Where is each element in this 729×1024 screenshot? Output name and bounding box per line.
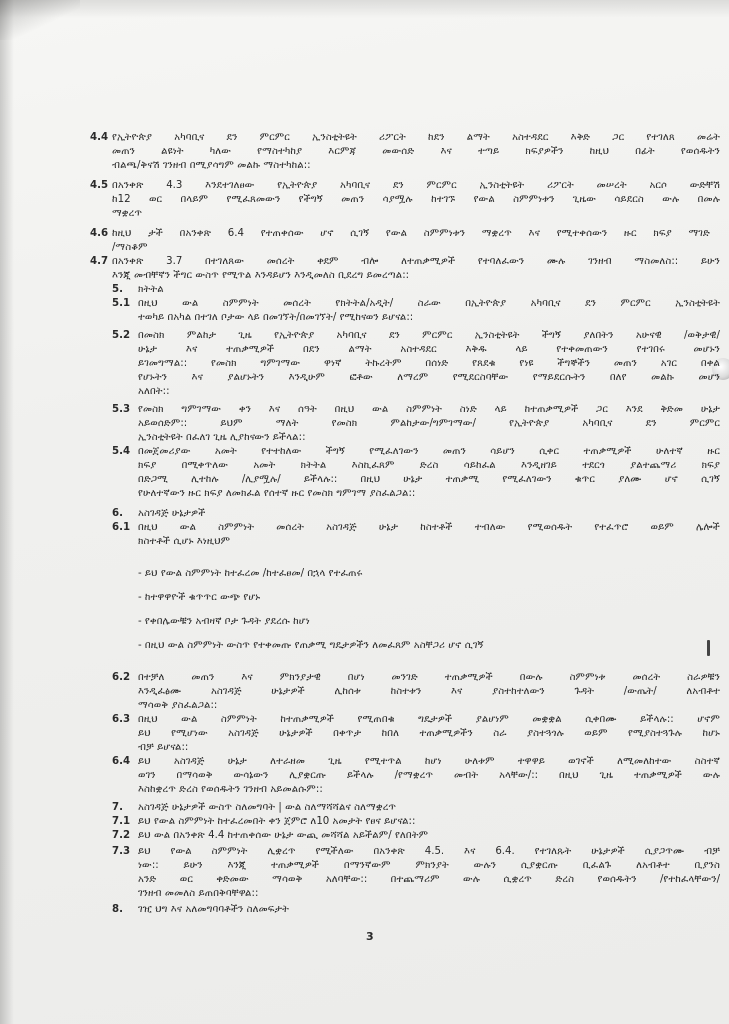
paragraph-line: በአንቀጽ 4.3 እንደተገለፀው የኢትዮጵያ አካባቢና ደን ምርምር ኢንስቲትዩት ሪፖርት መሠረት አርሶ ውድቸሽ — [112, 180, 720, 191]
paragraph-line: ከ12 ወር በላይም የሚፈጸመውን የችግኝ መጠን ሳያሟሉ ከተገኙ የውል ስምምነቱን ጊዜው ሳይደርስ ውሉ በመሉ — [112, 194, 720, 205]
paragraph-line: በዚህ ውል ስምምነት መሰረት አስገዳጅ ሁኔታ ከስተቶች ተብለው የሚወሰዱት የተፈጥሮ ወይም ሌሎች — [138, 522, 720, 533]
paragraph-line: ክትትል — [138, 284, 164, 295]
paragraph-line: የሆኑትን እና ያልሆኑትን እንዲሁም ፎቶው ለማረም የሚደርስባቸው የማይደርሱትን በለየ መልኩ መሆን — [138, 372, 720, 383]
paragraph-line: መጠን ልዩነት ካለው የማስተካከያ እርምጃ መውሰድ እና ተጣይ ክፍያዎችን ከዚህ በፊት የወሰዱትን — [112, 146, 720, 157]
paragraph-line: አለበት:: — [138, 386, 170, 397]
paragraph-line: አንድ ወር ቀድመው ማሳወቅ አለባቸው:: በተጨማሪም ውሉ ሲቋረጥ ድረስ የወሰዱትን /የተከፈላቸውን/ — [138, 874, 720, 885]
section-number: 7.1 — [112, 816, 131, 827]
paragraph-line: በዚህ ውል ስምምነት መሰረት የክትትል/አዲት/ ስራው በኢትዮጵያ አካባቢና ደን ምርምር ኢንስቲትዩት — [138, 298, 720, 309]
section-number: 4.6 — [90, 228, 109, 239]
paragraph-line: ይገመግማል:: የመስክ ግምገማው ዋነኛ ትኩረትም በሰነድ የጸደቁ የነዩ ችግኞችን መጠን አገር በቀል — [138, 358, 720, 369]
paragraph-line: የኢትዮጵያ አካባቢና ደን ምርምር ኢንስቲትዩት ሪፖርት ከደን ልማት አስተዳደር እቅድ ጋር የተገለጸ መሬት — [112, 132, 720, 143]
paragraph-line: ነው:: ይሁን እንጂ ተጠቃሚዎች በማንኛውም ምክንያት ውሉን ሲያቋርጡ ቢፈልጉ ለአብቶተ ቢያንስ — [138, 860, 720, 871]
paragraph-line: ማሳወቅ ያስፈልጋል:: — [138, 700, 218, 711]
paragraph-line: ክፍያ በሚቀጥለው አመት ክትትል እስኪፈጸም ድረስ ሳይከፈል እንዲዘገይ ተደርጎ ያልተጨማሪ ክፍያ — [138, 460, 720, 471]
paragraph-line: እስከቋረጥ ድረስ የወሰዱትን ገንዘብ አይመልሱም:: — [138, 784, 323, 795]
section-number: 5.1 — [112, 298, 131, 309]
page-shadow-top — [0, 0, 729, 18]
section-number: 8. — [112, 904, 123, 915]
paragraph-line: - ይህ የውል ስምምነት ከተፈረመ /ከተፈፀመ/ በኋላ የተፈጠሩ — [138, 568, 363, 579]
paragraph-line: በዚህ ውል ስምምነት ከተጠቃሚዎች የሚጠበቁ ግዴታዎች ያልሆነም መቋቋል ሲቀበሙ ይችላሉ:: ሆኖም — [138, 714, 720, 725]
paragraph-line: - ከተዋዋዮች ቁጥጥር ውጭ የሆኑ — [138, 592, 261, 603]
section-number: 7.2 — [112, 830, 131, 841]
paragraph-line: በመስክ ምልከታ ጊዜ የኢትዮጵያ አካባቢና ደን ምርምር ኢንስቲትዩት ችግኝ ያለበትን አሁናዊ /ወቅታዊ/ — [138, 330, 720, 341]
folded-corner — [0, 0, 80, 40]
paragraph-line: የሁለተኛውን ዙር ክፍያ ለመክፈል የሰተኛ ዙር የመስክ ግምገማ ያስፈልጋል:: — [138, 488, 416, 499]
paragraph-line: ይህ የውል ስምምነት ሊቋረጥ የሚችለው በአንቀጽ 4.5. እና 6.4. የተገለጹት ሁኔታዎች ሲያጋጥሙ ብቻ — [138, 846, 720, 857]
page-number: 3 — [366, 930, 374, 943]
paragraph-line: ይህ የውል ስምምነት ከተፈረመበት ቀን ጀምሮ ለ10 አመታት የፀና ይሆናል:: — [138, 816, 416, 827]
paragraph-line: በአንቀጽ 3.7 በተገለጸው መሰረት ቀደም ብሎ ለተጠቃሚዎች የተባለፈውን ሙሉ ገንዘብ ማስመለስ:: ይሁን — [112, 256, 720, 267]
paragraph-line: ብቻ ይሆናል:: — [138, 742, 189, 753]
paragraph-line: ሁኔታ እና ተጠቃሚዎች በደን ልማት አስተዳደር እቅዱ ላይ የተቀመጠውን የተገበሩ መሆኑን — [138, 344, 720, 355]
section-number: 4.7 — [90, 256, 109, 267]
section-number: 4.5 — [90, 180, 109, 191]
paragraph-line: በድጋሚ ሊተከሉ /ሊያሟሉ/ ይችላሉ:: በዚህ ሁኔታ ተጠቃሚ የሚፈለገውን ቁጥር ያለሙ ሆኖ ሲገኝ — [138, 474, 720, 485]
paragraph-line: የመስክ ግምገማው ቀን እና ሰዓት በዚህ ውል ስምምነት ስነድ ላይ ከተጠቃሚዎች ጋር እንደ ቅድመ ሁኔታ — [138, 404, 720, 415]
paragraph-line: በተቻለ መጠን እና ምክንያታዊ በሆነ መንገድ ተጠቃሚዎች በውሉ ስምምነቱ መሰረት ስራዎቹን — [138, 672, 720, 683]
section-number: 6.1 — [112, 522, 131, 533]
paragraph-line: አስገዳጅ ሁኔታዎች ውስጥ ስለመግባት | ውል ስለማሻሻልና ስለማቋረጥ — [138, 802, 397, 813]
paragraph-line: በመጀመሪያው አመት የተተከለው ችግኝ የሚፈለገውን መጠን ሳይሆን ሲቀር ተጠቃሚዎች ሁለተኛ ዙር — [138, 446, 720, 457]
paragraph-line: ክስተቶች ሲሆኑ እነዚህም — [138, 536, 231, 547]
section-number: 6.3 — [112, 714, 131, 725]
paragraph-line: ማቋረጥ — [112, 208, 143, 219]
paragraph-line: ይህ ውል በአንቀጽ 4.4 ከተጠቀሰው ሁኔታ ውጪ መሻሻል አይችልም/ የለበትም — [138, 830, 429, 841]
paragraph-line: እንጂ መብቸኛን ችግር ውስጥ የሚጥል እንዳይሆን እንዲመለስ ቢደረግ ይመረጣል:: — [112, 270, 410, 281]
paragraph-line: - በዚህ ውል ስምምነት ውስጥ የተቀመጡ የጠቃሚ ግዴታዎችን ለመፈጸም አስቸጋሪ ሆኖ ሲገኝ — [138, 640, 484, 651]
paragraph-line: ብልጫ/ቅናሽ ገንዘብ በሚያሳግም መልኩ ማስተካከል:: — [112, 160, 311, 171]
section-number: 6.2 — [112, 672, 131, 683]
paragraph-line: ይህ አስገዳጅ ሁኔታ ለተራዘመ ጊዜ የሚተጥል ከሆነ ሁለቱም ተዋዋይ ወገኖች ለሚመለከተው ስስተኛ — [138, 756, 720, 767]
section-number: 6. — [112, 508, 123, 519]
page-shadow-left — [0, 0, 14, 1024]
paragraph-line: አይወሰድም:: ይህም ማለት የመስክ ምልከታው/ግምገማው/ የኢትዮጵያ አካባቢና ደን ምርምር — [138, 418, 720, 429]
margin-mark — [707, 640, 710, 656]
paragraph-line: ወገን በማሳወቅ ውሳኔውን ሊያቋርጡ ይችላሉ /የማቋረጥ መብት አላቸው/:: በዚህ ጊዜ ተጠቃሚዎች ውሉ — [138, 770, 720, 781]
section-number: 5. — [112, 284, 123, 295]
section-number: 5.3 — [112, 404, 131, 415]
paragraph-line: ተወካይ በአካል በተገለ ቦታው ላይ በመገኘት/በመገኘት/ የሚከናወን ይሆናል:: — [138, 312, 414, 323]
paragraph-line: - የቀበሌውቹን አብዛኛ ቦታ ጉዳት ያደረሱ ከሆነ — [138, 616, 310, 627]
paragraph-line: ገዢ ህግ እና አለመግባባቶችን ስለመፍታት — [138, 904, 290, 915]
paragraph-line: /ማስቆም — [112, 242, 148, 253]
section-number: 7. — [112, 802, 123, 813]
paragraph-line: ይህ የሚሆነው አስገዳጅ ሁኔታዎች በቀጥታ ከበለ ተጠቃሚዎችን ስራ ያስተጓጎሉ ወይም የሚያስተጓጉሉ ከሆኑ — [138, 728, 720, 739]
paragraph-line: አስገዳጅ ሁኔታዎች — [138, 508, 206, 519]
paragraph-line: ከዚህ ታች በአንቀጽ 6.4 የተጠቀሰው ሆኖ ሲገኝ የውል ስምምነቱን ማቋረጥ እና የሚተቀሰውን ዙር ክፍያ ማገድ — [112, 228, 710, 239]
section-number: 5.2 — [112, 330, 131, 341]
paragraph-line: ገንዘብ መመለስ ይጠበቅባቸዋል:: — [138, 888, 259, 899]
paragraph-line: እንዲፈፅሙ አስገዳጅ ሁኔታዎች ሊከሰቱ ከስተቱን እና ያስተከተለውን ጉዳት /ውጤት/ ለአብቶተ — [138, 686, 720, 697]
section-number: 6.4 — [112, 756, 131, 767]
section-number: 5.4 — [112, 446, 131, 457]
section-number: 7.3 — [112, 846, 131, 857]
paragraph-line: ኢንስቲትዩት በፈለገ ጊዜ ሊያከናውን ይችላል:: — [138, 432, 306, 443]
section-number: 4.4 — [90, 132, 109, 143]
